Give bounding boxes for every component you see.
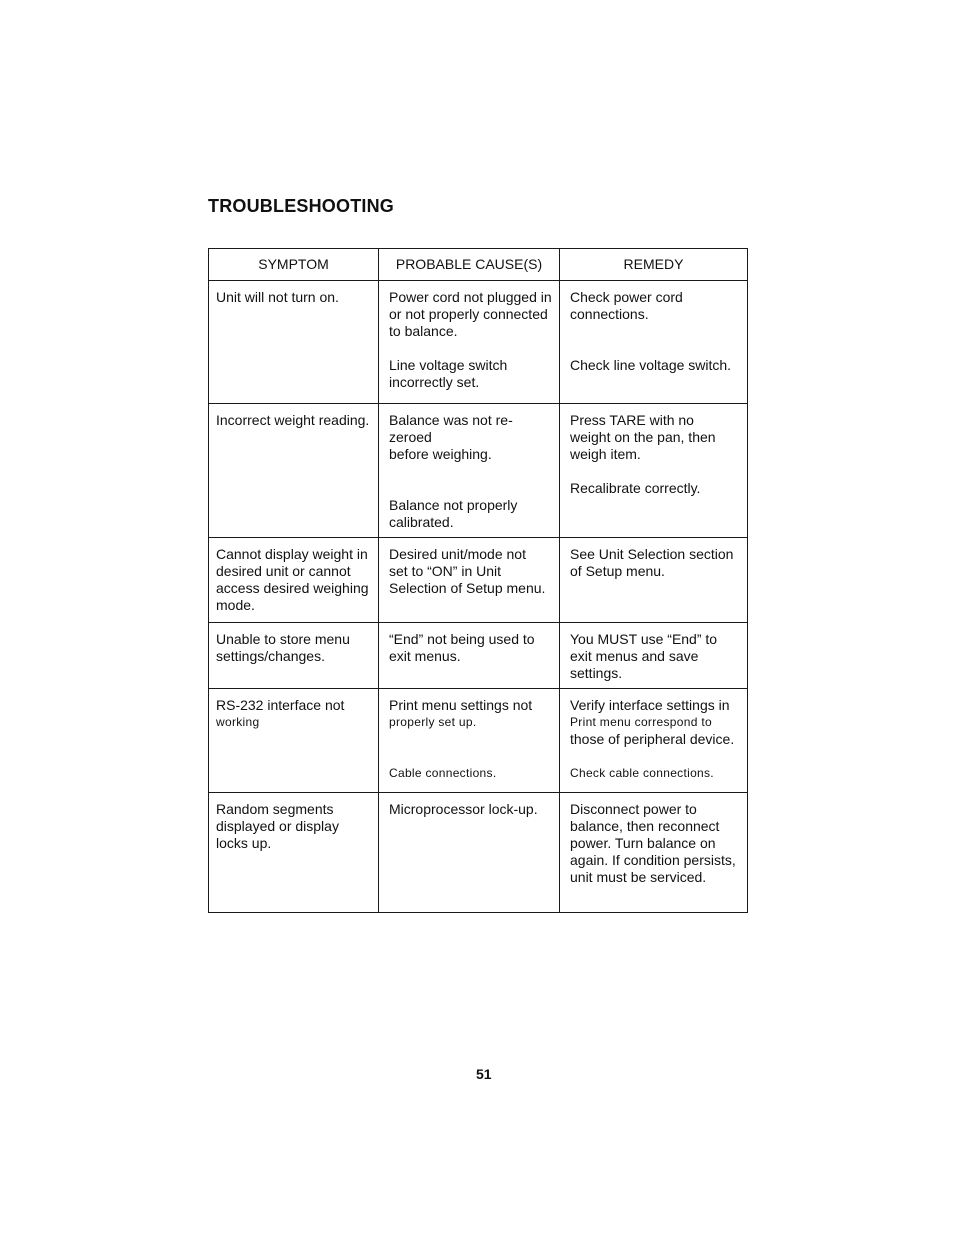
table-row (209, 404, 748, 538)
symptom-cell (209, 538, 379, 623)
remedy-text: balance, then reconnect (570, 818, 720, 834)
remedy-text: Check cable connections. (570, 766, 714, 780)
cause-text: set to “ON” in Unit (389, 563, 502, 579)
remedy-text: Check power cord (570, 289, 683, 305)
remedy-cell (560, 404, 748, 538)
cause-text: Print menu settings not (389, 697, 533, 713)
table-row (209, 538, 748, 623)
remedy-cell (560, 623, 748, 689)
symptom-text: settings/changes. (216, 648, 325, 664)
symptom-text: mode. (216, 597, 255, 613)
remedy-text: settings. (570, 665, 623, 681)
remedy-text: weight on the pan, then (570, 429, 716, 445)
cause-text: incorrectly set. (389, 374, 480, 390)
cause-cell (379, 689, 560, 793)
symptom-text: Random segments (216, 801, 334, 817)
cause-text: “End” not being used to (389, 631, 535, 647)
cause-text: properly set up. (389, 715, 477, 729)
remedy-text: Press TARE with no (570, 412, 694, 428)
remedy-cell (560, 793, 748, 913)
symptom-cell (209, 623, 379, 689)
remedy-text: exit menus and save (570, 648, 699, 664)
remedy-text: again. If condition persists, (570, 852, 736, 868)
remedy-text: Disconnect power to (570, 801, 697, 817)
remedy-text: See Unit Selection section (570, 546, 734, 562)
remedy-cell (560, 689, 748, 793)
symptom-text: Cannot display weight in (216, 546, 368, 562)
cause-text: Selection of Setup menu. (389, 580, 546, 596)
cause-text: Balance was not re-zeroed (389, 412, 513, 445)
troubleshooting-table (208, 248, 748, 913)
remedy-text: Verify interface settings in (570, 697, 730, 713)
page-title: TROUBLESHOOTING (208, 196, 394, 216)
remedy-text: power. Turn balance on (570, 835, 716, 851)
cause-text: before weighing. (389, 446, 492, 462)
cause-cell (379, 623, 560, 689)
remedy-text: connections. (570, 306, 649, 322)
table-row (209, 623, 748, 689)
symptom-cell (209, 689, 379, 793)
symptom-text: Unit will not turn on. (216, 289, 339, 305)
cause-cell (379, 404, 560, 538)
table-header-row (209, 249, 748, 281)
page-number: 51 (476, 1066, 492, 1082)
symptom-text: desired unit or cannot (216, 563, 351, 579)
cause-text: Balance not properly (389, 497, 518, 513)
symptom-text: locks up. (216, 835, 272, 851)
symptom-cell (209, 793, 379, 913)
header-probable-causes: PROBABLE CAUSE(S) (379, 249, 560, 281)
symptom-text: working (216, 715, 260, 729)
table-row (209, 793, 748, 913)
remedy-text: You MUST use “End” to (570, 631, 718, 647)
symptom-cell (209, 404, 379, 538)
cause-cell (379, 538, 560, 623)
header-remedy: REMEDY (560, 249, 748, 281)
remedy-text: weigh item. (570, 446, 641, 462)
table-row (209, 689, 748, 793)
remedy-text: Recalibrate correctly. (570, 480, 701, 496)
cause-cell (379, 793, 560, 913)
symptom-text: RS-232 interface not (216, 697, 345, 713)
symptom-text: Unable to store menu (216, 631, 350, 647)
cause-text: Desired unit/mode not (389, 546, 526, 562)
cause-text: Line voltage switch (389, 357, 508, 373)
remedy-text: Check line voltage switch. (570, 357, 732, 373)
cause-text: Power cord not plugged in (389, 289, 552, 305)
remedy-cell (560, 538, 748, 623)
header-symptom: SYMPTOM (209, 249, 379, 281)
remedy-cell (560, 281, 748, 404)
remedy-text: those of peripheral device. (570, 731, 735, 747)
cause-text: Cable connections. (389, 766, 497, 780)
symptom-cell (209, 281, 379, 404)
table-row (209, 281, 748, 404)
cause-text: or not properly connected (389, 306, 548, 322)
cause-text: Microprocessor lock-up. (389, 801, 538, 817)
cause-text: calibrated. (389, 514, 454, 530)
cause-text: exit menus. (389, 648, 461, 664)
remedy-text: of Setup menu. (570, 563, 665, 579)
symptom-text: displayed or display (216, 818, 339, 834)
symptom-text: access desired weighing (216, 580, 369, 596)
cause-text: to balance. (389, 323, 458, 339)
remedy-text: unit must be serviced. (570, 869, 707, 885)
remedy-text: Print menu correspond to (570, 715, 712, 729)
cause-cell (379, 281, 560, 404)
symptom-text: Incorrect weight reading. (216, 412, 370, 428)
